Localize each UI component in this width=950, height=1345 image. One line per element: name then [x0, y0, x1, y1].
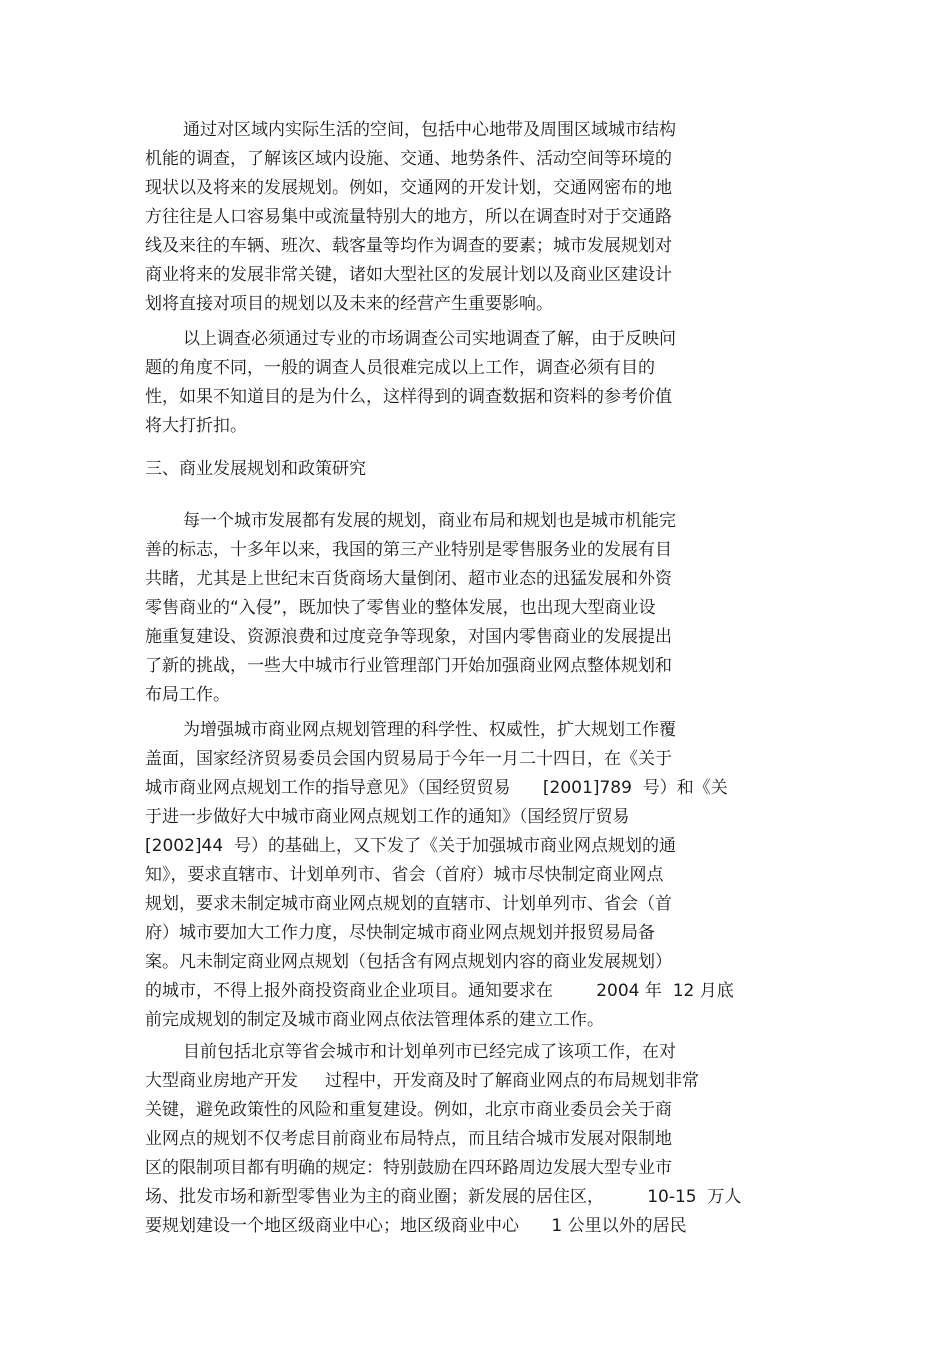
text-line: 商业将来的发展非常关键，诸如大型社区的发展计划以及商业区建设计 — [145, 265, 672, 285]
text-line: 案。凡未制定商业网点规划（包括含有网点规划内容的商业发展规划） — [145, 952, 672, 972]
text-line: 每一个城市发展都有发展的规划，商业布局和规划也是城市机能完 — [183, 511, 676, 531]
text-line: 盖面，国家经济贸易委员会国内贸易局于今年一月二十四日，在《关于 — [145, 749, 672, 769]
text-line: 方往往是人口容易集中或流量特别大的地方，所以在调查时对于交通路 — [145, 207, 672, 227]
text-line: [2002]44 号）的基础上，又下发了《关于加强城市商业网点规划的通 — [145, 836, 676, 856]
text-line: 大型商业房地产开发 过程中，开发商及时了解商业网点的布局规划非常 — [145, 1071, 700, 1091]
paragraph-4 — [145, 716, 734, 1035]
paragraph-1 — [145, 116, 676, 319]
text-line: 通过对区域内实际生活的空间，包括中心地带及周围区域城市结构 — [183, 120, 676, 140]
text-line: 府）城市要加大工作力度，尽快制定城市商业网点规划并报贸易局备 — [145, 923, 655, 943]
section-heading — [145, 455, 366, 484]
text-line: 目前包括北京等省会城市和计划单列市已经完成了该项工作，在对 — [183, 1042, 676, 1062]
text-line: 善的标志，十多年以来，我国的第三产业特别是零售服务业的发展有目 — [145, 540, 672, 560]
text-line: 施重复建设、资源浪费和过度竞争等现象，对国内零售商业的发展提出 — [145, 627, 672, 647]
text-line: 区的限制项目都有明确的规定：特别鼓励在四环路周边发展大型专业市 — [145, 1158, 672, 1178]
text-line: 共睹，尤其是上世纪末百货商场大量倒闭、超市业态的迅猛发展和外资 — [145, 569, 672, 589]
text-line: 现状以及将来的发展规划。例如，交通网的开发计划，交通网密布的地 — [145, 178, 672, 198]
text-line: 性，如果不知道目的是为什么，这样得到的调查数据和资料的参考价值 — [145, 387, 672, 407]
text-line: 于进一步做好大中城市商业网点规划工作的通知》（国经贸厅贸易 — [145, 807, 630, 827]
text-line: 零售商业的“入侵”，既加快了零售业的整体发展，也出现大型商业设 — [145, 598, 656, 618]
text-line: 场、批发市场和新型零售业为主的商业圈；新发展的居住区， 10-15 万人 — [145, 1187, 742, 1207]
paragraph-2 — [145, 325, 676, 441]
text-line: 为增强城市商业网点规划管理的科学性、权威性，扩大规划工作覆 — [183, 720, 676, 740]
text-line: 城市商业网点规划工作的指导意见》（国经贸贸易 [2001]789 号）和《关 — [145, 778, 728, 798]
text-line: 知》，要求直辖市、计划单列市、省会（首府）城市尽快制定商业网点 — [145, 865, 664, 885]
text-line: 将大打折扣。 — [145, 416, 247, 436]
text-line: 题的角度不同，一般的调查人员很难完成以上工作，调查必须有目的 — [145, 358, 655, 378]
text-line: 线及来往的车辆、班次、载客量等均作为调查的要素；城市发展规划对 — [145, 236, 672, 256]
text-line: 规划，要求未制定城市商业网点规划的直辖市、计划单列市、省会（首 — [145, 894, 672, 914]
text-line: 业网点的规划不仅考虑目前商业布局特点，而且结合城市发展对限制地 — [145, 1129, 672, 1149]
text-line: 的城市，不得上报外商投资商业企业项目。通知要求在 2004 年 12 月底 — [145, 981, 734, 1001]
paragraph-5 — [145, 1038, 741, 1241]
heading-text: 三、商业发展规划和政策研究 — [145, 459, 366, 479]
text-line: 关键，避免政策性的风险和重复建设。例如，北京市商业委员会关于商 — [145, 1100, 672, 1120]
text-line: 划将直接对项目的规划以及未来的经营产生重要影响。 — [145, 294, 553, 314]
text-line: 前完成规划的制定及城市商业网点依法管理体系的建立工作。 — [145, 1010, 604, 1030]
text-line: 机能的调查，了解该区域内设施、交通、地势条件、活动空间等环境的 — [145, 149, 672, 169]
text-line: 布局工作。 — [145, 685, 230, 705]
text-line: 要规划建设一个地区级商业中心；地区级商业中心 1 公里以外的居民 — [145, 1216, 687, 1236]
text-line: 了新的挑战，一些大中城市行业管理部门开始加强商业网点整体规划和 — [145, 656, 672, 676]
text-line: 以上调查必须通过专业的市场调查公司实地调查了解，由于反映问 — [183, 329, 676, 349]
paragraph-3 — [145, 507, 676, 710]
